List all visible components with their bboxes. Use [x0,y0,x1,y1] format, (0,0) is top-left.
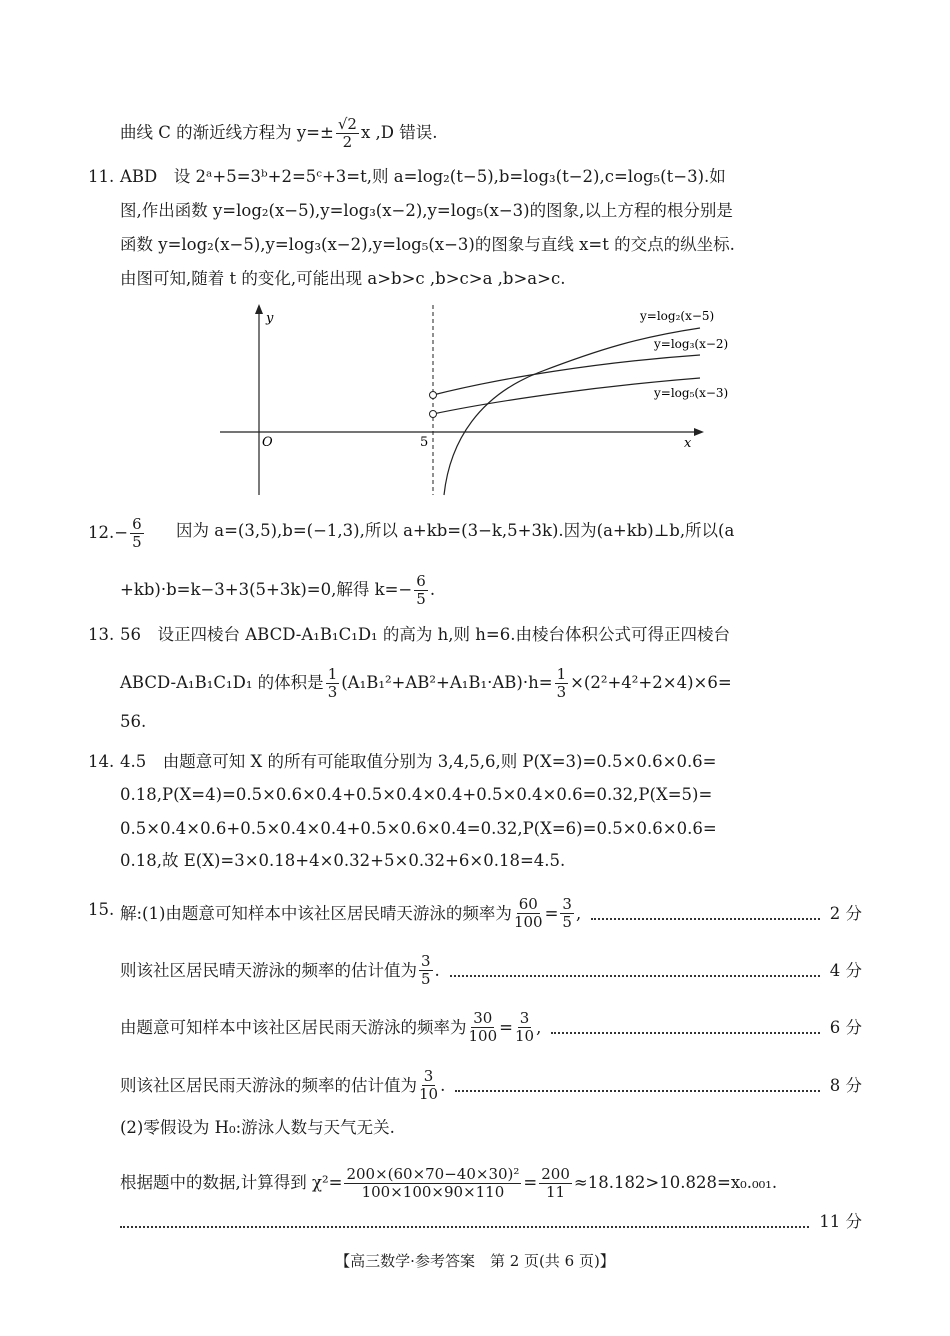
score: 6 分 [829,1017,862,1037]
denominator: 10 [419,1085,439,1103]
text: +kb)·b=k−3+3(5+3k)=0,解得 k=− [120,580,413,599]
fraction [419,953,433,988]
dot-leader [591,908,820,920]
fraction [515,1010,534,1045]
fraction [469,1010,498,1045]
fraction [344,1166,521,1201]
denominator: 3 [556,683,567,701]
dot-leader [551,1022,819,1034]
text: , [575,903,582,923]
numerator: 200×(60×70−40×30)² [346,1165,520,1183]
q12-number [88,516,146,551]
text: 12. [88,523,115,542]
q11-line: 由图可知,随着 t 的变化,可能出现 a>b>c ,b>c>a ,b>a>c. [120,269,566,288]
numerator: 1 [556,665,567,683]
q15-row7 [120,1210,862,1234]
x-label: x [684,436,692,451]
curve-label-log5: y=log₅(x−3) [654,386,729,400]
q13-line: 56 设正四棱台 ABCD-A₁B₁C₁D₁ 的高为 h,则 h=6.由棱台体积公式可得正四棱台 [120,625,730,644]
q14-line: 4.5 由题意可知 X 的所有可能取值分别为 3,4,5,6,则 P(X=3)=0.5×0.6×0.6= [120,752,717,771]
text: , [536,1017,542,1037]
denominator: 10 [514,1027,535,1045]
q13-number: 13. [88,625,115,644]
q15-row4 [120,1068,862,1103]
numerator: 1 [327,665,338,683]
text: ≈18.182>10.828=x₀.₀₀₁. [573,1173,778,1192]
numerator: 3 [423,1067,434,1085]
x-arrow [694,428,704,436]
score: 4 分 [829,960,862,980]
q14-line: 0.5×0.4×0.6+0.5×0.4×0.4+0.5×0.6×0.4=0.32,P(X=6)=0.5×0.6×0.6= [120,819,717,838]
denominator: 3 [327,683,338,701]
open-point [430,411,437,418]
numerator: 3 [519,1009,530,1027]
q15-number: 15. [88,900,115,919]
q12-line2 [120,573,435,608]
fraction [539,1166,572,1201]
q14-line: 0.18,P(X=4)=0.5×0.6×0.4+0.5×0.4×0.4+0.5×0.4×0.6=0.32,P(X=5)= [120,785,713,804]
q14-line: 0.18,故 E(X)=3×0.18+4×0.32+5×0.32+6×0.18=4.5. [120,851,566,870]
numerator: √2 [337,115,357,133]
text: . [434,960,440,980]
numerator: 6 [132,515,142,533]
text: 解:(1)由题意可知样本中该社区居民晴天游泳的频率为 [120,903,512,923]
open-point [430,392,437,399]
dot-leader [450,965,820,977]
q11-line: 图,作出函数 y=log₂(x−5),y=log₃(x−2),y=log₅(x−3)的图象,以上方程的根分别是 [120,201,733,220]
q11-number: 11. [88,167,115,186]
denominator: 100 [468,1027,498,1045]
denominator: 5 [132,533,142,551]
fraction [514,896,543,931]
q15-row3 [120,1010,862,1045]
denominator: 100 [513,913,543,931]
text: 则该社区居民晴天游泳的频率的估计值为 [120,960,417,980]
text: − [114,523,129,542]
q13-line2 [120,666,732,701]
curve-log2 [444,328,700,495]
fraction [419,1068,438,1103]
dot-leader [455,1080,819,1092]
text: 根据题中的数据,计算得到 χ²= [120,1173,343,1192]
q11-line: 函数 y=log₂(x−5),y=log₃(x−2),y=log₅(x−3)的图象与直线 x=t 的交点的纵坐标. [120,235,735,254]
text: = [544,903,559,923]
denominator: 11 [546,1183,566,1201]
q11-line: ABD 设 2ᵃ+5=3ᵇ+2=5ᶜ+3=t,则 a=log₂(t−5),b=log₃(t−2),c=log₅(t−3).如 [120,167,726,186]
text: ×(2²+4²+2×4)×6= [570,673,732,692]
curve-label-log2: y=log₂(x−5) [640,309,715,323]
text: = [523,1173,538,1192]
fraction [560,896,574,931]
q14-number: 14. [88,752,115,771]
numerator: 6 [416,572,426,590]
denominator: 5 [562,913,572,931]
fraction [555,666,569,701]
text: = [499,1017,513,1037]
text: 由题意可知样本中该社区居民雨天游泳的频率为 [120,1017,467,1037]
q15-row1 [120,896,862,931]
text: x ,D 错误. [360,123,438,142]
q13-line3: 56. [120,712,147,731]
text: . [429,580,436,599]
q15-row5: (2)零假设为 H₀:游泳人数与天气无关. [120,1118,395,1137]
denominator: 5 [416,590,426,608]
origin-label: O [262,435,273,450]
score: 8 分 [829,1075,862,1095]
q15-row6 [120,1166,777,1201]
text: 曲线 C 的渐近线方程为 y=± [120,123,334,142]
fraction [326,666,340,701]
numerator: 30 [473,1009,493,1027]
tick-5: 5 [420,435,429,450]
numerator: 3 [421,952,431,970]
score: 2 分 [829,903,862,923]
text: 则该社区居民雨天游泳的频率的估计值为 [120,1075,417,1095]
text: . [440,1075,446,1095]
numerator: 60 [518,895,538,913]
fraction [414,573,428,608]
q15-row2 [120,953,862,988]
q12-line: 因为 a=(3,5),b=(−1,3),所以 a+kb=(3−k,5+3k).因为(a+kb)⊥b,所以(a [176,521,735,540]
curve-label-log3: y=log₃(x−2) [654,337,729,351]
denominator: 2 [342,133,353,151]
fraction [130,516,144,551]
dot-leader [120,1216,809,1228]
numerator: 200 [541,1165,570,1183]
text: (A₁B₁²+AB²+A₁B₁·AB)·h= [341,673,553,692]
numerator: 3 [562,895,572,913]
text: ABCD-A₁B₁C₁D₁ 的体积是 [120,673,324,692]
denominator: 100×100×90×110 [361,1183,505,1201]
page-footer: 【高三数学·参考答案 第 2 页(共 6 页)】 [335,1252,615,1270]
score: 11 分 [819,1212,862,1231]
y-arrow [255,304,263,314]
denominator: 5 [421,970,431,988]
log-graph [0,0,950,520]
y-label: y [266,311,274,326]
